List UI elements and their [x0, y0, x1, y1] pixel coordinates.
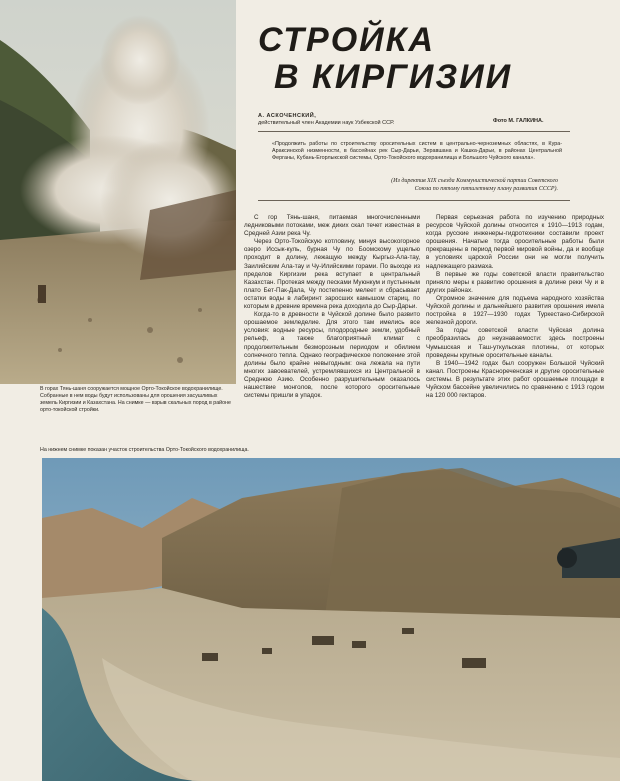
photo-credit: Фото М. ГАЛКИНА. [493, 118, 544, 124]
divider-bottom [258, 200, 570, 201]
author-name: А. АСКОЧЕНСКИЙ, [258, 113, 317, 119]
paragraph: В первые же годы советской власти правительство приняло меры к развитию орошения в долине реки Чу и в других районах. [426, 270, 604, 294]
paragraph: Через Орто-Токойскую котловину, минуя высокогорное озеро Иссык-куль, бурная Чу по Боомскому ущелью проходит в долину, лежащую между Кыргыз-Ала-тау, Заилийским Ала-тау и Чу-Илийскими горами. По выходе из пределов Киргизии река вступает в центральный Казахстан. Протекая между песками Муюнкум и пустынным плато Бет-Пак-Дала, Чу постепенно мелеет и сбрасывает остатки воды в лабиринт заросших камышом стариц, по которым в древние времена река доходила до Сыр-Дарьи. [244, 238, 420, 311]
paragraph: За годы советской власти Чуйская долина преобразилась до неузнаваемости: здесь построены Чумышская и Таш-уткульская плотины, от которых проведены крупные оросительные каналы. [426, 327, 604, 359]
author-title: действительный член Академии наук Узбекской ССР. [258, 120, 395, 126]
bottom-photo-caption: На нижнем снимке показан участок строительства Орто-Токойского водохранилища. [40, 447, 249, 453]
title-line-1: СТРОЙКА [258, 21, 436, 59]
paragraph: Когда-то в древности в Чуйской долине было развито орошаемое земледелие. Для этого там имелись все условия: водные ресурсы, плодородные земли, удобный рельеф, а также благоприятный климат с продолжительным безморозным периодом и обилием солнечного тепла. Однако географическое положение этой долины было крайне невыгодным: она лежала на пути многих завоевателей, устремлявшихся из Центральной в Среднюю Азию. Особенно разрушительным оказалось нашествие монголов, после которого оросительные системы пришли в упадок. [244, 311, 420, 400]
paragraph: В 1940—1942 годах был сооружен Большой Чуйский канал. Построены Краснореченская и другие оросительные системы. В результате этих работ орошаемые площади в Чуйском бассейне увеличились по сравнению с 1913 годом на 120 000 гектаров. [426, 359, 604, 400]
valley-construction-photo [42, 458, 620, 781]
directive-quote: «Продолжить работы по строительству оросительных систем в центрально-черноземных областях, в Кура-Араксинской низменности, в бассейнах рек Сыр-Дарьи, Зеравшана и Кашка-Дарьи, в районах Центральной Ферганы, Кубань-Егорлыкской системы, Орто-Токойского водохранилища и Большого Чуйского канала». [272, 141, 562, 162]
article-title [258, 22, 588, 96]
paragraph: Огромное значение для подъема народного хозяйства Чуйской долины и дальнейшего развития орошения имела постройка в 1927—1930 годах Туркестано-Сибирской железной дороги. [426, 294, 604, 327]
text-column-right [426, 214, 604, 400]
title-line-2: В КИРГИЗИИ [274, 58, 513, 96]
quote-source: (Из директив XIX съезда Коммунистической партии Советского Союза по пятому пятилетнему плану развития СССР). [391, 178, 558, 192]
divider-top [258, 131, 570, 132]
explosion-photo [0, 0, 236, 384]
top-photo-caption: В горах Тянь-шаня сооружается мощное Орто-Токойское водохранилище. Собранные в нем воды будут использованы для орошения засушливых земель Киргизии и Казахстана. На снимке — взрыв скальных пород в районе орто-токойской стройки. [40, 386, 231, 413]
byline [258, 113, 480, 127]
paragraph: С гор Тянь-шаня, питаемая многочисленными ледниковыми потоками, меж диких скал течет известная в Средней Азии река Чу. [244, 214, 420, 238]
text-column-left [244, 214, 420, 400]
paragraph: Первая серьезная работа по изучению природных ресурсов Чуйской долины относится к 1910—1913 годам, когда русские инженеры-гидротехники составили проект орошения. Начатые тогда оросительные работы были прекращены в период первой мировой войны, да и вообще в условиях царской России они не могли получить надлежащего размаха. [426, 214, 604, 270]
